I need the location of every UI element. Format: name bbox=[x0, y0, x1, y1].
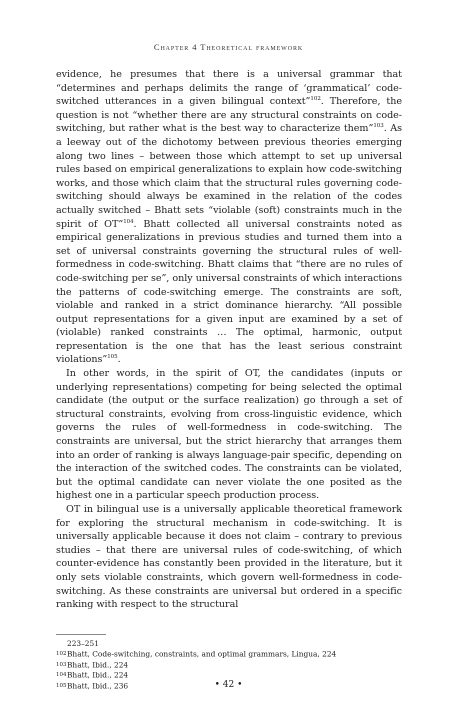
footnote-ref[interactable]: 105 bbox=[107, 354, 118, 361]
footnote bbox=[56, 660, 402, 671]
page-number: • 42 • bbox=[214, 680, 243, 690]
footnote-number: 103 bbox=[56, 661, 67, 668]
text-run: . As a leeway out of the dichotomy between previous theories emerging along two lines – between those which attempt to set up universal rules based on empirical generalizations to explain how code-switching works, and those which claim that the structural rules governing code-switching should always be examined in the relation of the codes actually switched – Bhatt sets “violable (soft) constraints much in the spirit of OT” bbox=[56, 123, 402, 230]
footnote bbox=[56, 649, 402, 660]
footnote-text: Bhatt, Code-switching, constraints, and optimal grammars, Lingua, 224 bbox=[67, 649, 337, 659]
text-run: . bbox=[117, 354, 121, 366]
paragraph bbox=[56, 68, 402, 367]
footnote-divider bbox=[56, 634, 106, 635]
text-run: . Bhatt collected all universal constraints noted as empirical generalizations in previous studies and turned them into a set of universal constraints governing the structural rules of well-formedness in code-switching. Bhatt claims that “there are no rules of code-switching per se”, only universal constraints of which interactions the patterns of code-switching emerge. The constraints are soft, violable and ranked in a strict dominance hierarchy. “All possible output representations for a given input are examined by a set of (violable) ranked constraints … The optimal, harmonic, output representation is the one that has the least serious constraint violations” bbox=[56, 218, 402, 366]
text-run: OT in bilingual use is a universally applicable theoretical framework for exploring the structural mechanism in code-switching. It is universally applicable because it does not claim – contrary to previous studies – that there are universal rules of code-switching, of which counter-evidence has constantly been provided in the literature, but it only sets violable constraints, which govern well-formedness in code-switching. As these constraints are universal but ordered in a specific ranking with respect to the structural bbox=[56, 504, 402, 611]
footnote bbox=[56, 639, 402, 649]
body-text bbox=[56, 68, 402, 612]
footnote-number: 104 bbox=[56, 672, 67, 679]
footnote-text: Bhatt, Ibid., 224 bbox=[67, 670, 129, 680]
footnote-ref[interactable]: 103 bbox=[373, 123, 384, 130]
footnote-ref[interactable]: 104 bbox=[123, 218, 134, 225]
text-run: evidence, he presumes that there is a universal grammar that “determines and perhaps delimits the range of ‘grammatical’ code-switched utterances in a given bilingual context” bbox=[56, 69, 402, 108]
paragraph bbox=[56, 503, 402, 612]
text-run: In other words, in the spirit of OT, the candidates (inputs or underlying representations) competing for being selected the optimal candidate (the output or the surface realization) go through a set of structural constraints, evolving from cross-linguistic evidence, which governs the rules of well-formedness in code-switching. The constraints are universal, but the strict hierarchy that arranges them into an order of ranking is always language-pair specific, depending on the interaction of the switched codes. The constraints can be violated, but the optimal candidate can never violate the one posited as the highest one in a particular speech production process. bbox=[56, 368, 402, 502]
paragraph bbox=[56, 367, 402, 503]
text-run: . Therefore, the question is not “whether there are any structural constraints on code-switching, but rather what is the best way to characterize them” bbox=[56, 96, 402, 135]
running-header: Chapter 4 Theoretical framework bbox=[153, 42, 304, 52]
footnote-text: Bhatt, Ibid., 224 bbox=[67, 660, 129, 670]
footnote-text: 223–251 bbox=[67, 639, 99, 648]
footnote-number: 102 bbox=[56, 651, 67, 658]
footnote-text: Bhatt, Ibid., 236 bbox=[67, 681, 129, 691]
footnote-ref[interactable]: 102 bbox=[310, 96, 321, 102]
footnote-number: 105 bbox=[56, 682, 67, 689]
